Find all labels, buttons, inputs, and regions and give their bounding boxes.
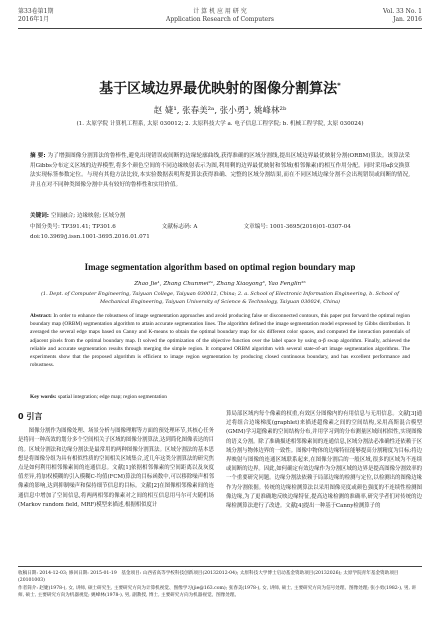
body-columns [18, 410, 422, 511]
abstract-cn-text: 为了增强图像分割算法的鲁棒性,避免出现错误或间断的边缘轮廓曲线,获得准确的区域分割线,提出区域边界最优映射分割(ORBM)算法。该算法采用Gibbs分布定义区域的边界模型,将多个颜色空间的不同边缘映射表示为图,利用剩的边界最优映射和邻域(相邻像素)的相互作用分配。同时采用αβ交换算法实现标签参数定位。与现有其他方法比较,本实验数据表明所提算法获得准确、完整的区域分割结果,而在不同区域边缘分割不会出现错误或间断的情况,并且在对不同种类图像分割中具有较好的鲁棒性和实用价值。 [30, 153, 411, 188]
english-keywords-label: Key words: [30, 394, 57, 400]
running-header [18, 6, 422, 29]
title-footnote-mark: * [337, 81, 341, 90]
section-heading: 0 引言 [18, 412, 43, 421]
header-volume-en: Vol. 33 No. 1 Jan. 2016 [382, 8, 422, 23]
english-keywords [30, 394, 410, 400]
footnote: 收稿日期: 2014-12-03; 修回日期: 2015-01-19 基金项目: 山西省高等学校科技创新项目(20132012-04); 太原科技大学博士启动基金资助项目(20132026); 太原学院青年基金资助项目(20101003) 作者简介: 赵婕(1978-), 女, 讲师, 硕士研究生, 主要研究方向为计算机视觉、图像学习(jie@163.com); 张春美(1978-), 女, 讲师, 硕士, 主要研究方向为信号处理、图像处理; 张小勇(1982-), 男, 讲师, 硕士, 主要研究方向为机器视觉; 姚峰林(1978-), 男, 副教授, 博士, 主要研究方向为机器视觉、图像处理。 [18, 566, 422, 600]
doi: doi:10.3969/j.issn.1001-3695.2016.01.071 [30, 234, 150, 240]
english-affiliation: (1. Dept. of Computer Engineering, Taiyuan College, Taiyuan 030012, China; 2. a. School of Electronic Information Engineering, b. School of Mechanical Engineering, Taiyuan University of Science & Technology, Taiyuan 030024, China) [40, 291, 400, 305]
english-abstract [30, 312, 410, 369]
author-list: 赵 婕¹, 张春美²ᵃ, 张小勇³, 姚峰林²ᵇ [153, 106, 287, 116]
header-volume-cn: 第33卷第1期 2016年1月 [18, 8, 54, 23]
keywords-cn-label: 关键词: [30, 213, 50, 219]
english-abstract-label: Abstract: [30, 313, 52, 319]
abstract-cn [30, 152, 410, 190]
english-title: Image segmentation algorithm based on optimal region boundary map [84, 262, 356, 272]
paper-title [18, 78, 422, 98]
keywords-cn [30, 212, 410, 220]
body-column-left [18, 410, 214, 511]
affiliation: (1. 太原学院 计算机工程系, 太原 030012; 2. 太原科技大学 a. 电子信息工程学院; b. 机械工程学院, 太原 030024) [76, 121, 364, 127]
intro-paragraph-right: 算局部区域内每个像素的权重,有效区分图像内的有用信息与无用信息。文献[3]通过将组合边缘梯度(graphlet)来描述超像素之间的空间结构,采用高斯混合模型(GMM)学习超像素的空间结构分布,并用学习到的分布测量区域间相似性,实现图像的语义分割。除了准确描述相邻像素间的连通信息,区域分割法必准确性还依赖于区域分割与物体边界的一致性。图像中物体的边缘特征能够提高分割精度为目标;将边界映射与图像的连通区域联系起来,在图像分割后的一般区域,很多的区域为不连续或间断的边界。因此,如何确定有效边缘作为分割区域的边界是提高图像分割效率的一个重要研究问题。边缘分割法依赖于局部边缘的检测与定位,以检测出的图像边缘作为分割依据。传统的边缘检测算法以采用图像亮度或颜色强度的不连续性检测图像边缘,为了更准确地反映边缘特征,提高边缘检测的准确率,研究学者们对传统的边缘检测算法进行了改进。文献[4]提出一种基于Canny检测算子的 [226, 411, 422, 510]
title-text: 基于区域边界最优映射的图像分割算法 [99, 81, 338, 97]
article-meta [30, 222, 410, 242]
intro-paragraph-left: 图像分割作为图像处理、场景分析与图像理解等方面的预处理环节,其核心任务是将同一种高效的划分多个空间相关子区域的图像分割算法,达到简化图像表达的目的。区域分割法和边缘分割法是最常用的两种图像分割算法。区域分割法的基本思想是将图像分组为具有相似性质的空间相关区域集合,近几年这类分割算法的研究焦点是如何利用相邻像素间的连通信息。文献[1]依据相邻像素的空间距离以及灰度值差异,将加权模糊的引入模糊C-均值(FCM)算法的目标函数中,可以移除噪声相邻像素的影响,达到抑制噪声和保持细节信息的目标。文献[2]在图像相邻像素间的连通信息中增加了空间信息,将两两相邻的像素对之间的相互信息用马尔可夫随机场(Markov random field, MRF)模型来描述,根据相似度计 [18, 428, 214, 508]
english-abstract-text: In order to enhance the robustness of image segmentation approaches and avoid producing false or disconnected contours, this paper put forward the optimal region boundary map (ORBM) segmentation algorithm to attain accurate segmentation lines. The algorithm defined the image segmentation model expressed by Gibbs distribution. It averaged the several edge maps based on Canny and K-means to obtain the optimal boundary map for six different color spaces, and computed the interaction potentials of adjacent pixels from the optimal boundary map. It solved the optimization of the objective function over the label space by using α-β swap algorithm. Finally, achieved the reliable and accurate segmentation results through merging the simple region. It compared ORBM algorithm with several state-of-art image segmentation algorithms. The experiments show that the proposed algorithm is efficient to image region segmentation by producing closed continuous boundary, and has excellent performance and robustness. [30, 313, 410, 369]
header-journal: 计 算 机 应 用 研 究 Application Research of Computers [165, 8, 275, 23]
keywords-cn-text: 空间融合; 边缘映射; 区域分割 [50, 213, 126, 219]
clc-number: 中图分类号: TP391.41; TP301.6 [30, 224, 116, 230]
english-keywords-text: spatial integration; edge map; region segmentation [57, 394, 168, 400]
doc-code: 文献标志码: A [161, 224, 198, 230]
abstract-cn-label: 摘 要: [30, 153, 46, 159]
english-authors: Zhao Jie¹, Zhang Chunmei²ᵃ, Zhang Xiaoyong³, Yao Fenglin²ᵇ [134, 281, 306, 287]
article-number: 文章编号: 1001-3695(2016)01-0307-04 [243, 224, 351, 230]
body-column-right [226, 410, 422, 511]
